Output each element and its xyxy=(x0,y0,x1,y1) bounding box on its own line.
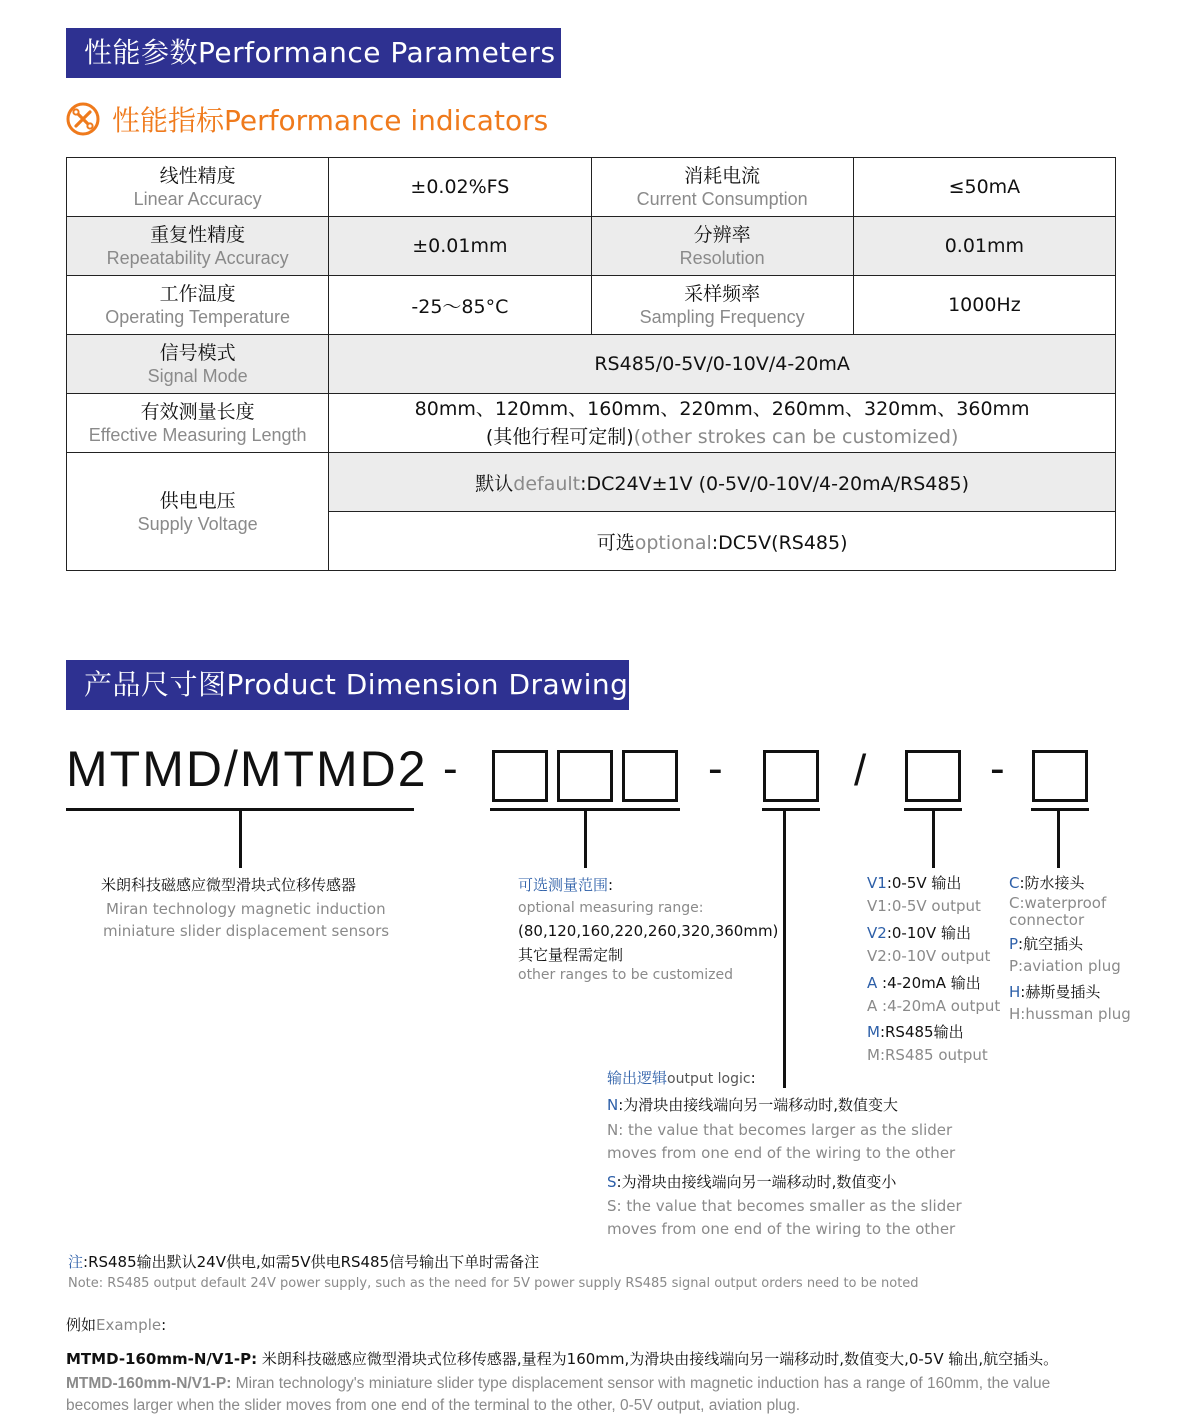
spec-value: 80mm、120mm、160mm、220mm、260mm、320mm、360mm (其他行程可定制)(other strokes can be customized) xyxy=(329,394,1116,453)
table-row xyxy=(67,217,1116,276)
logic-s: S:为滑块由接线端向另一端移动时,数值变小 xyxy=(607,1173,897,1191)
model-dash: - xyxy=(990,744,1005,793)
section-dimension-banner: 产品尺寸图Product Dimension Drawing xyxy=(66,660,629,710)
leader-line xyxy=(584,810,587,868)
underline xyxy=(762,808,820,811)
logic-n-en: moves from one end of the wiring to the other xyxy=(607,1144,956,1162)
range-en: optional measuring range: xyxy=(518,900,704,916)
connector-c-en: connector xyxy=(1009,911,1085,929)
code-box xyxy=(557,750,613,802)
leader-line xyxy=(239,810,242,868)
indicators-heading xyxy=(66,100,548,138)
spec-value: 0.01mm xyxy=(853,217,1115,276)
connector-h-en: H:hussman plug xyxy=(1009,1005,1131,1023)
spec-label: 有效测量长度 Effective Measuring Length xyxy=(67,394,329,453)
spec-label: 供电电压 Supply Voltage xyxy=(67,453,329,571)
connector-c: C:防水接头 xyxy=(1009,874,1085,892)
leader-line xyxy=(1057,810,1060,868)
table-row xyxy=(67,158,1116,217)
output-v1-en: V1:0-5V output xyxy=(867,897,981,915)
output-m-en: M:RS485 output xyxy=(867,1046,988,1064)
spec-label: 线性精度 Linear Accuracy xyxy=(67,158,329,217)
spec-value: ±0.02%FS xyxy=(329,158,591,217)
product-en: Miran technology magnetic induction xyxy=(106,900,386,918)
logic-heading: 输出逻辑output logic: xyxy=(607,1069,756,1087)
output-m: M:RS485输出 xyxy=(867,1023,964,1041)
spec-value: 1000Hz xyxy=(853,276,1115,335)
note-en: Note: RS485 output default 24V power supply, such as the need for 5V power supply RS485 signal output orders need to be noted xyxy=(68,1276,919,1291)
output-v1: V1:0-5V 输出 xyxy=(867,874,962,892)
table-row xyxy=(67,276,1116,335)
spec-value: ±0.01mm xyxy=(329,217,591,276)
logic-s-en: S: the value that becomes smaller as the slider xyxy=(607,1197,962,1215)
underline xyxy=(1031,808,1089,811)
logic-s-en: moves from one end of the wiring to the other xyxy=(607,1220,956,1238)
output-a-en: A :4-20mA output xyxy=(867,997,1001,1015)
spec-value: ≤50mA xyxy=(853,158,1115,217)
spec-value: RS485/0-5V/0-10V/4-20mA xyxy=(329,335,1116,394)
spec-value: 可选optional:DC5V(RS485) xyxy=(329,512,1116,571)
spec-label: 信号模式 Signal Mode xyxy=(67,335,329,394)
range-values: (80,120,160,220,260,320,360mm) xyxy=(518,922,779,940)
code-box xyxy=(1032,750,1088,802)
note-zh: 注:RS485输出默认24V供电,如需5V供电RS485信号输出下单时需备注 xyxy=(68,1253,540,1271)
model-dash: - xyxy=(708,744,723,793)
logic-n-en: N: the value that becomes larger as the slider xyxy=(607,1121,953,1139)
example-en: becomes larger when the slider moves from one end of the terminal to the other, 0-5V output, aviation plug. xyxy=(66,1397,801,1414)
output-a: A :4-20mA 输出 xyxy=(867,974,981,992)
code-box xyxy=(905,750,961,802)
model-slash: / xyxy=(854,746,867,795)
code-box xyxy=(622,750,678,802)
range-other-en: other ranges to be customized xyxy=(518,967,733,983)
leader-line xyxy=(783,810,786,1088)
section-performance-banner: 性能参数Performance Parameters xyxy=(66,28,561,78)
spec-label: 分辨率 Resolution xyxy=(591,217,853,276)
model-name: MTMD/MTMD2 xyxy=(66,741,428,797)
code-box xyxy=(492,750,548,802)
table-row xyxy=(67,453,1116,512)
product-zh: 米朗科技磁感应微型滑块式位移传感器 xyxy=(101,876,357,894)
table-row xyxy=(67,335,1116,394)
connector-c-en: C:waterproof xyxy=(1009,894,1107,912)
spec-label: 消耗电流 Current Consumption xyxy=(591,158,853,217)
output-v2: V2:0-10V 输出 xyxy=(867,924,971,942)
leader-line xyxy=(932,810,935,868)
output-v2-en: V2:0-10V output xyxy=(867,947,991,965)
tools-icon xyxy=(66,102,100,136)
spec-label: 工作温度 Operating Temperature xyxy=(67,276,329,335)
indicators-title: 性能指标Performance indicators xyxy=(112,104,549,137)
spec-label: 采样频率 Sampling Frequency xyxy=(591,276,853,335)
range-other-zh: 其它量程需定制 xyxy=(518,946,624,964)
table-row xyxy=(67,394,1116,453)
connector-p-en: P:aviation plug xyxy=(1009,957,1121,975)
connector-h: H:赫斯曼插头 xyxy=(1009,983,1101,1001)
spec-value: 默认default:DC24V±1V (0-5V/0-10V/4-20mA/RS485) xyxy=(329,453,1116,512)
code-box xyxy=(763,750,819,802)
range-zh: 可选测量范围: xyxy=(518,876,614,894)
example-label: 例如Example: xyxy=(66,1316,167,1334)
connector-p: P:航空插头 xyxy=(1009,935,1084,953)
spec-table xyxy=(66,157,1116,571)
logic-n: N:为滑块由接线端向另一端移动时,数值变大 xyxy=(607,1096,899,1114)
model-dash: - xyxy=(443,744,458,793)
product-en: miniature slider displacement sensors xyxy=(103,922,390,940)
example-en: MTMD-160mm-N/V1-P: Miran technology's miniature slider type displacement sensor with magnetic induction has a range of 160mm, the value xyxy=(66,1375,1051,1392)
spec-value: -25～85°C xyxy=(329,276,591,335)
example-zh: MTMD-160mm-N/V1-P: 米朗科技磁感应微型滑块式位移传感器,量程为160mm,为滑块由接线端向另一端移动时,数值变大,0-5V 输出,航空插头。 xyxy=(66,1350,1059,1368)
spec-label: 重复性精度 Repeatability Accuracy xyxy=(67,217,329,276)
